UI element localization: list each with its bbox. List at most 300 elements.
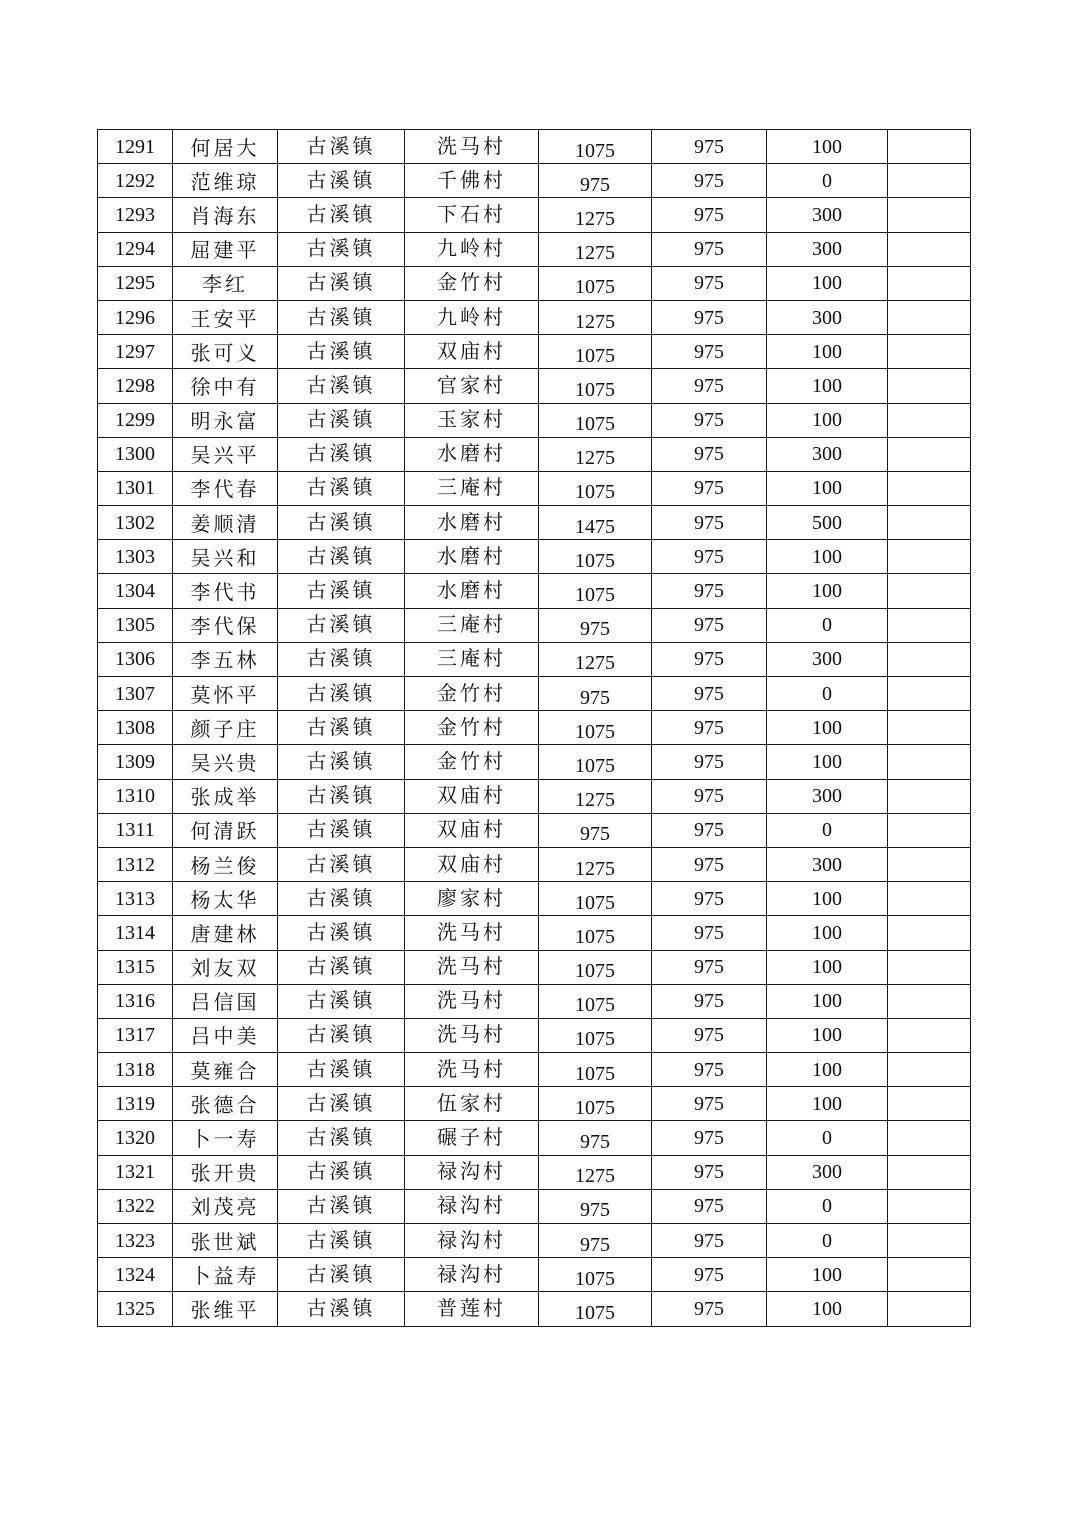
cell-person-name — [173, 232, 278, 266]
cell-base-amount — [652, 677, 767, 711]
cell-village-text: 双庙村 — [437, 819, 506, 842]
cell-base-amount — [652, 506, 767, 540]
cell-serial-number — [98, 1087, 173, 1121]
cell-total-amount-text: 1075 — [575, 584, 615, 607]
cell-extra-amount — [767, 813, 888, 847]
cell-total-amount — [539, 471, 652, 505]
table-row — [98, 232, 971, 266]
cell-total-amount-text: 1075 — [575, 549, 615, 572]
cell-serial-number-text: 1318 — [115, 1058, 155, 1081]
cell-total-amount — [539, 1224, 652, 1258]
table-row — [98, 506, 971, 540]
cell-note — [888, 130, 971, 164]
cell-serial-number-text: 1301 — [115, 477, 155, 500]
cell-serial-number — [98, 1258, 173, 1292]
cell-town — [278, 916, 405, 950]
cell-village — [405, 882, 539, 916]
cell-serial-number — [98, 677, 173, 711]
cell-serial-number-text: 1322 — [115, 1195, 155, 1218]
cell-village-text: 洗马村 — [437, 921, 506, 944]
cell-person-name — [173, 745, 278, 779]
cell-person-name-text: 徐中有 — [190, 376, 260, 399]
cell-town-text: 古溪镇 — [306, 1297, 376, 1320]
cell-serial-number-text: 1325 — [115, 1297, 155, 1320]
cell-village — [405, 916, 539, 950]
cell-person-name-text: 范维琼 — [190, 171, 260, 194]
cell-person-name-text: 李代书 — [190, 582, 260, 605]
cell-base-amount — [652, 1189, 767, 1223]
cell-base-amount-text: 975 — [694, 716, 724, 739]
cell-village-text: 金竹村 — [437, 682, 506, 705]
cell-note — [888, 1224, 971, 1258]
cell-extra-amount-text: 100 — [812, 409, 842, 432]
cell-town-text: 古溪镇 — [306, 887, 376, 910]
cell-extra-amount-text: 0 — [822, 614, 832, 637]
cell-village-text: 水磨村 — [437, 511, 506, 534]
cell-village-text: 双庙村 — [437, 340, 506, 363]
cell-town-text: 古溪镇 — [306, 819, 376, 842]
cell-person-name-text: 李代保 — [190, 616, 260, 639]
cell-extra-amount-text: 300 — [812, 238, 842, 261]
cell-extra-amount-text: 100 — [812, 340, 842, 363]
cell-person-name-text: 卜益寿 — [190, 1265, 260, 1288]
cell-total-amount — [539, 266, 652, 300]
cell-village — [405, 608, 539, 642]
cell-person-name — [173, 1224, 278, 1258]
cell-total-amount — [539, 1121, 652, 1155]
cell-extra-amount — [767, 130, 888, 164]
cell-extra-amount — [767, 916, 888, 950]
cell-extra-amount-text: 100 — [812, 1092, 842, 1115]
cell-total-amount — [539, 1189, 652, 1223]
cell-total-amount — [539, 677, 652, 711]
cell-base-amount — [652, 1018, 767, 1052]
cell-extra-amount — [767, 369, 888, 403]
cell-base-amount-text: 975 — [694, 750, 724, 773]
table-row — [98, 950, 971, 984]
cell-town — [278, 369, 405, 403]
cell-total-amount — [539, 1053, 652, 1087]
cell-town — [278, 1053, 405, 1087]
cell-person-name-text: 张成举 — [190, 787, 260, 810]
cell-total-amount — [539, 1155, 652, 1189]
cell-extra-amount-text: 100 — [812, 921, 842, 944]
cell-serial-number — [98, 471, 173, 505]
cell-person-name-text: 明永富 — [190, 411, 260, 434]
cell-base-amount — [652, 1258, 767, 1292]
cell-village — [405, 1053, 539, 1087]
cell-total-amount-text: 1075 — [575, 1028, 615, 1051]
cell-base-amount-text: 975 — [694, 1127, 724, 1150]
cell-town — [278, 1121, 405, 1155]
cell-serial-number — [98, 1155, 173, 1189]
cell-total-amount-text: 975 — [580, 686, 610, 709]
cell-note — [888, 1087, 971, 1121]
cell-person-name — [173, 540, 278, 574]
cell-serial-number — [98, 916, 173, 950]
cell-town — [278, 471, 405, 505]
cell-serial-number-text: 1319 — [115, 1092, 155, 1115]
table-row — [98, 540, 971, 574]
table-row — [98, 779, 971, 813]
cell-extra-amount-text: 100 — [812, 1058, 842, 1081]
cell-base-amount — [652, 232, 767, 266]
cell-town-text: 古溪镇 — [306, 1161, 376, 1184]
cell-town-text: 古溪镇 — [306, 203, 376, 226]
cell-town — [278, 506, 405, 540]
cell-extra-amount — [767, 779, 888, 813]
table-row — [98, 130, 971, 164]
cell-total-amount — [539, 198, 652, 232]
cell-base-amount-text: 975 — [694, 203, 724, 226]
cell-note — [888, 950, 971, 984]
cell-base-amount-text: 975 — [694, 614, 724, 637]
table-row — [98, 164, 971, 198]
cell-base-amount-text: 975 — [694, 1297, 724, 1320]
cell-serial-number-text: 1324 — [115, 1263, 155, 1286]
cell-base-amount-text: 975 — [694, 1263, 724, 1286]
cell-person-name — [173, 1292, 278, 1326]
cell-note — [888, 1121, 971, 1155]
cell-extra-amount — [767, 300, 888, 334]
cell-serial-number — [98, 198, 173, 232]
cell-base-amount-text: 975 — [694, 511, 724, 534]
cell-extra-amount-text: 100 — [812, 1297, 842, 1320]
cell-serial-number — [98, 437, 173, 471]
cell-base-amount — [652, 403, 767, 437]
cell-person-name-text: 吴兴和 — [190, 547, 260, 570]
cell-extra-amount — [767, 1018, 888, 1052]
cell-town-text: 古溪镇 — [306, 443, 376, 466]
cell-base-amount-text: 975 — [694, 682, 724, 705]
cell-village-text: 九岭村 — [437, 238, 506, 261]
cell-person-name-text: 张德合 — [190, 1094, 260, 1117]
cell-person-name-text: 张世斌 — [190, 1231, 260, 1254]
cell-serial-number-text: 1294 — [115, 238, 155, 261]
cell-village — [405, 266, 539, 300]
cell-extra-amount-text: 0 — [822, 169, 832, 192]
cell-serial-number-text: 1293 — [115, 203, 155, 226]
cell-base-amount — [652, 1224, 767, 1258]
cell-extra-amount — [767, 1121, 888, 1155]
cell-serial-number-text: 1300 — [115, 443, 155, 466]
cell-base-amount-text: 975 — [694, 1229, 724, 1252]
cell-village — [405, 540, 539, 574]
cell-extra-amount-text: 300 — [812, 306, 842, 329]
table-row — [98, 471, 971, 505]
cell-village-text: 双庙村 — [437, 853, 506, 876]
cell-total-amount-text: 1075 — [575, 1267, 615, 1290]
cell-note — [888, 813, 971, 847]
cell-note — [888, 1292, 971, 1326]
cell-total-amount — [539, 745, 652, 779]
cell-village — [405, 1087, 539, 1121]
cell-note — [888, 369, 971, 403]
cell-person-name-text: 王安平 — [190, 308, 260, 331]
cell-extra-amount — [767, 1155, 888, 1189]
cell-total-amount-text: 1475 — [575, 515, 615, 538]
cell-serial-number — [98, 506, 173, 540]
cell-extra-amount — [767, 677, 888, 711]
cell-base-amount-text: 975 — [694, 169, 724, 192]
cell-serial-number-text: 1302 — [115, 511, 155, 534]
cell-base-amount — [652, 130, 767, 164]
cell-extra-amount — [767, 745, 888, 779]
cell-extra-amount-text: 300 — [812, 1161, 842, 1184]
cell-total-amount-text: 1275 — [575, 310, 615, 333]
cell-town — [278, 608, 405, 642]
cell-village — [405, 1155, 539, 1189]
cell-base-amount — [652, 916, 767, 950]
cell-extra-amount-text: 300 — [812, 785, 842, 808]
cell-village — [405, 1018, 539, 1052]
cell-town-text: 古溪镇 — [306, 1127, 376, 1150]
cell-serial-number-text: 1312 — [115, 853, 155, 876]
cell-base-amount-text: 975 — [694, 477, 724, 500]
cell-town-text: 古溪镇 — [306, 580, 376, 603]
cell-total-amount-text: 1075 — [575, 139, 615, 162]
subsidy-table — [97, 129, 971, 1327]
cell-extra-amount — [767, 1053, 888, 1087]
cell-total-amount-text: 975 — [580, 1199, 610, 1222]
cell-person-name — [173, 642, 278, 676]
cell-note — [888, 437, 971, 471]
cell-person-name-text: 莫雍合 — [190, 1060, 260, 1083]
cell-village-text: 水磨村 — [437, 545, 506, 568]
cell-base-amount — [652, 813, 767, 847]
cell-town — [278, 779, 405, 813]
cell-base-amount — [652, 335, 767, 369]
cell-note — [888, 711, 971, 745]
cell-person-name-text: 吕中美 — [190, 1026, 260, 1049]
cell-town-text: 古溪镇 — [306, 306, 376, 329]
cell-village — [405, 677, 539, 711]
cell-village — [405, 711, 539, 745]
cell-serial-number-text: 1295 — [115, 272, 155, 295]
cell-base-amount — [652, 950, 767, 984]
cell-serial-number-text: 1297 — [115, 340, 155, 363]
cell-base-amount — [652, 608, 767, 642]
cell-extra-amount — [767, 984, 888, 1018]
cell-total-amount — [539, 882, 652, 916]
cell-person-name — [173, 711, 278, 745]
cell-town — [278, 745, 405, 779]
cell-town — [278, 711, 405, 745]
cell-serial-number — [98, 950, 173, 984]
cell-total-amount — [539, 130, 652, 164]
cell-total-amount-text: 1075 — [575, 925, 615, 948]
cell-serial-number-text: 1292 — [115, 169, 155, 192]
cell-village-text: 金竹村 — [437, 750, 506, 773]
cell-serial-number — [98, 130, 173, 164]
cell-town — [278, 300, 405, 334]
cell-total-amount — [539, 779, 652, 813]
cell-total-amount-text: 1075 — [575, 754, 615, 777]
cell-total-amount-text: 1075 — [575, 413, 615, 436]
cell-total-amount — [539, 1292, 652, 1326]
table-row — [98, 1189, 971, 1223]
cell-serial-number — [98, 1053, 173, 1087]
cell-village — [405, 300, 539, 334]
cell-extra-amount-text: 500 — [812, 511, 842, 534]
cell-village-text: 水磨村 — [437, 580, 506, 603]
cell-person-name — [173, 950, 278, 984]
cell-extra-amount-text: 0 — [822, 1229, 832, 1252]
cell-serial-number — [98, 232, 173, 266]
cell-town-text: 古溪镇 — [306, 614, 376, 637]
cell-village-text: 官家村 — [437, 374, 506, 397]
cell-person-name — [173, 1018, 278, 1052]
cell-base-amount — [652, 711, 767, 745]
cell-person-name-text: 屈建平 — [190, 240, 260, 263]
cell-town-text: 古溪镇 — [306, 785, 376, 808]
table-row — [98, 1087, 971, 1121]
cell-town-text: 古溪镇 — [306, 340, 376, 363]
cell-serial-number — [98, 335, 173, 369]
cell-town — [278, 1087, 405, 1121]
cell-total-amount-text: 1275 — [575, 207, 615, 230]
cell-village — [405, 471, 539, 505]
cell-base-amount — [652, 1292, 767, 1326]
cell-extra-amount-text: 100 — [812, 272, 842, 295]
cell-serial-number — [98, 608, 173, 642]
cell-extra-amount — [767, 711, 888, 745]
cell-person-name — [173, 1189, 278, 1223]
cell-serial-number-text: 1313 — [115, 887, 155, 910]
cell-serial-number-text: 1299 — [115, 409, 155, 432]
cell-extra-amount-text: 0 — [822, 819, 832, 842]
cell-person-name-text: 何清跃 — [190, 821, 260, 844]
cell-extra-amount-text: 300 — [812, 648, 842, 671]
cell-person-name — [173, 608, 278, 642]
cell-extra-amount-text: 100 — [812, 956, 842, 979]
cell-serial-number — [98, 1224, 173, 1258]
cell-village — [405, 164, 539, 198]
table-row — [98, 403, 971, 437]
table-row — [98, 1121, 971, 1155]
cell-village — [405, 130, 539, 164]
cell-base-amount-text: 975 — [694, 545, 724, 568]
cell-base-amount — [652, 847, 767, 881]
cell-town-text: 古溪镇 — [306, 1229, 376, 1252]
cell-extra-amount — [767, 1087, 888, 1121]
cell-person-name-text: 唐建林 — [190, 923, 260, 946]
cell-extra-amount-text: 100 — [812, 477, 842, 500]
cell-serial-number-text: 1308 — [115, 716, 155, 739]
table-row — [98, 574, 971, 608]
cell-village — [405, 232, 539, 266]
cell-base-amount — [652, 471, 767, 505]
cell-town — [278, 1189, 405, 1223]
cell-person-name-text: 姜顺清 — [190, 513, 260, 536]
cell-town-text: 古溪镇 — [306, 853, 376, 876]
cell-total-amount — [539, 232, 652, 266]
table-row — [98, 1018, 971, 1052]
cell-town-text: 古溪镇 — [306, 1195, 376, 1218]
cell-extra-amount — [767, 1292, 888, 1326]
cell-town — [278, 540, 405, 574]
cell-person-name — [173, 335, 278, 369]
cell-extra-amount — [767, 642, 888, 676]
cell-note — [888, 984, 971, 1018]
cell-serial-number-text: 1303 — [115, 545, 155, 568]
cell-person-name-text: 吕信国 — [190, 992, 260, 1015]
cell-person-name-text: 李五林 — [190, 650, 260, 673]
cell-extra-amount — [767, 198, 888, 232]
cell-base-amount-text: 975 — [694, 1161, 724, 1184]
cell-person-name — [173, 164, 278, 198]
cell-village — [405, 847, 539, 881]
cell-serial-number — [98, 164, 173, 198]
cell-total-amount — [539, 642, 652, 676]
cell-extra-amount-text: 300 — [812, 443, 842, 466]
cell-person-name — [173, 266, 278, 300]
cell-extra-amount-text: 300 — [812, 853, 842, 876]
cell-total-amount-text: 1075 — [575, 1062, 615, 1085]
cell-extra-amount-text: 100 — [812, 135, 842, 158]
cell-extra-amount-text: 100 — [812, 1263, 842, 1286]
cell-base-amount — [652, 642, 767, 676]
cell-base-amount-text: 975 — [694, 409, 724, 432]
cell-base-amount — [652, 540, 767, 574]
cell-village-text: 水磨村 — [437, 443, 506, 466]
cell-extra-amount-text: 100 — [812, 990, 842, 1013]
cell-base-amount-text: 975 — [694, 580, 724, 603]
cell-base-amount — [652, 1121, 767, 1155]
cell-total-amount — [539, 437, 652, 471]
table-row — [98, 642, 971, 676]
table-row — [98, 369, 971, 403]
cell-village — [405, 1189, 539, 1223]
cell-base-amount — [652, 574, 767, 608]
cell-note — [888, 882, 971, 916]
cell-town — [278, 335, 405, 369]
cell-note — [888, 1258, 971, 1292]
cell-person-name — [173, 198, 278, 232]
cell-note — [888, 745, 971, 779]
cell-town-text: 古溪镇 — [306, 648, 376, 671]
cell-village-text: 千佛村 — [437, 169, 506, 192]
cell-serial-number — [98, 745, 173, 779]
cell-village-text: 伍家村 — [437, 1092, 506, 1115]
cell-total-amount — [539, 164, 652, 198]
cell-village-text: 三庵村 — [437, 614, 506, 637]
cell-serial-number-text: 1296 — [115, 306, 155, 329]
table-row — [98, 745, 971, 779]
cell-village-text: 九岭村 — [437, 306, 506, 329]
cell-town — [278, 266, 405, 300]
cell-total-amount — [539, 574, 652, 608]
cell-total-amount-text: 1275 — [575, 789, 615, 812]
cell-note — [888, 916, 971, 950]
cell-person-name — [173, 506, 278, 540]
cell-total-amount — [539, 540, 652, 574]
table-row — [98, 1155, 971, 1189]
cell-base-amount — [652, 1155, 767, 1189]
cell-person-name — [173, 779, 278, 813]
cell-person-name-text: 刘茂亮 — [190, 1197, 260, 1220]
cell-serial-number — [98, 540, 173, 574]
cell-person-name-text: 张可义 — [190, 342, 260, 365]
cell-note — [888, 506, 971, 540]
cell-town-text: 古溪镇 — [306, 135, 376, 158]
cell-total-amount-text: 1075 — [575, 276, 615, 299]
cell-extra-amount — [767, 471, 888, 505]
cell-village — [405, 745, 539, 779]
cell-person-name-text: 刘友双 — [190, 958, 260, 981]
cell-village — [405, 198, 539, 232]
cell-town — [278, 1292, 405, 1326]
